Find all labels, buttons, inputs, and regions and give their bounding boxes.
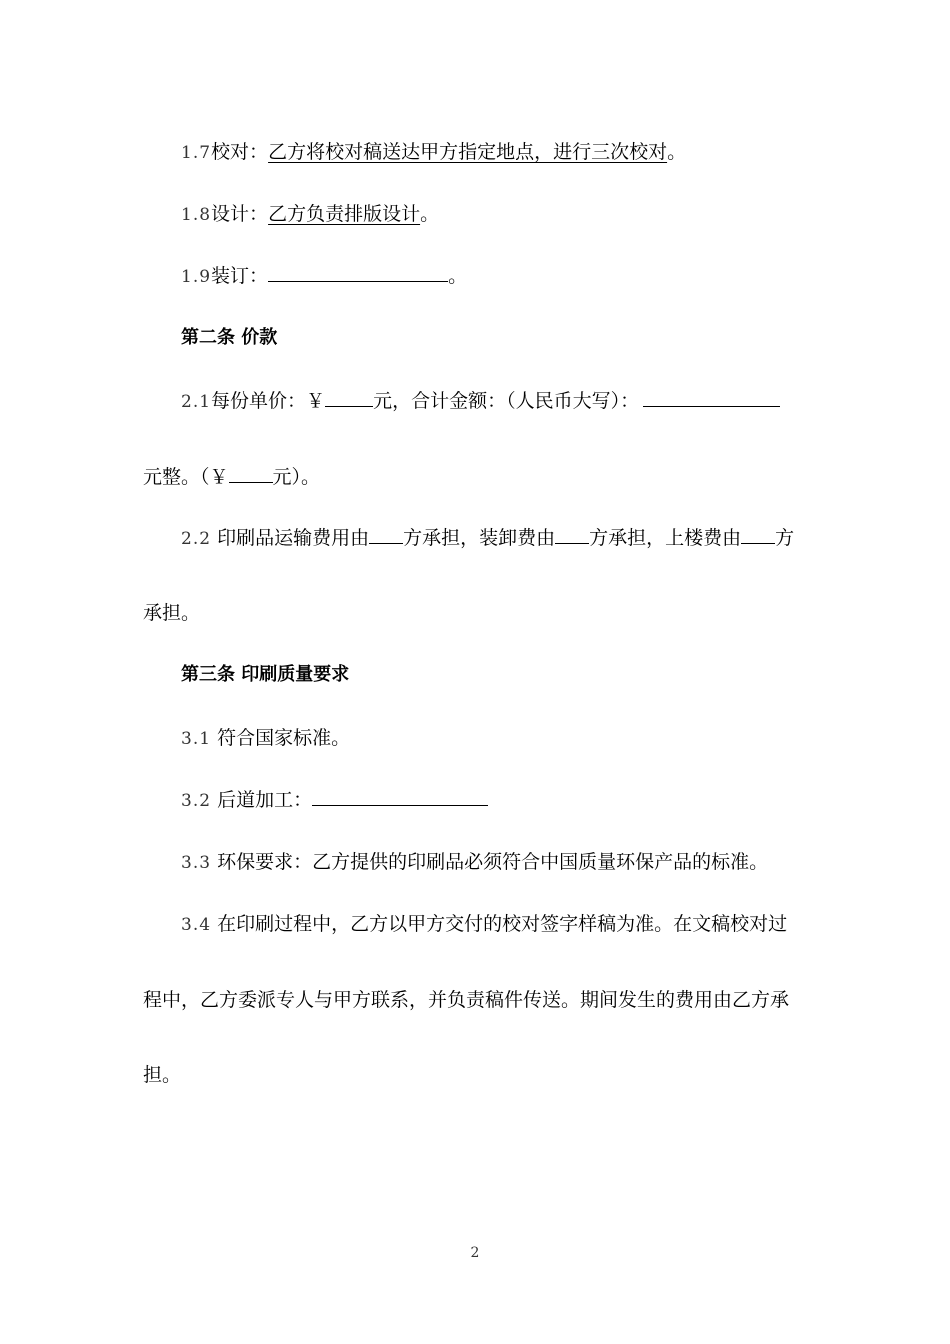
- upstairs-party-blank: [741, 525, 775, 544]
- transport-party-blank: [369, 525, 403, 544]
- loading-party-blank: [555, 525, 589, 544]
- clause-3-4-line2: 程中，乙方委派专人与甲方联系，并负责稿件传送。期间发生的费用由乙方承: [143, 989, 790, 1011]
- total-number-blank: [229, 464, 273, 483]
- clause-3-4: 3.4 在印刷过程中，乙方以甲方交付的校对签字样稿为准。在文稿校对过: [181, 913, 788, 935]
- page-number: 2: [470, 1245, 480, 1261]
- unit-price-blank: [325, 388, 373, 407]
- total-amount-blank: [643, 388, 780, 407]
- clause-3-1: 3.1 符合国家标准。: [181, 727, 351, 749]
- clause-1-7: 1.7校对：乙方将校对稿送达甲方指定地点，进行三次校对。: [181, 141, 687, 163]
- clause-2-2: 2.2 印刷品运输费用由 方承担，装卸费由 方承担，上楼费由 方: [181, 527, 795, 549]
- clause-2-1: 2.1每份单价：￥ 元，合计金额：（人民币大写）：: [181, 388, 780, 415]
- clause-1-9: 1.9装订： 。: [181, 265, 468, 287]
- clause-3-4-line3: 担。: [143, 1064, 182, 1086]
- article-3-heading: 第三条 印刷质量要求: [181, 664, 350, 685]
- clause-3-3: 3.3 环保要求：乙方提供的印刷品必须符合中国质量环保产品的标准。: [181, 851, 769, 873]
- clause-2-2-cont: 承担。: [143, 602, 201, 624]
- clause-1-8: 1.8设计：乙方负责排版设计。: [181, 203, 440, 225]
- clause-2-1-cont: 元整。（￥ 元）。: [143, 466, 321, 488]
- binding-blank: [268, 263, 448, 282]
- article-2-heading: 第二条 价款: [181, 327, 278, 348]
- post-processing-blank: [312, 787, 488, 806]
- clause-3-2: 3.2 后道加工：: [181, 787, 488, 814]
